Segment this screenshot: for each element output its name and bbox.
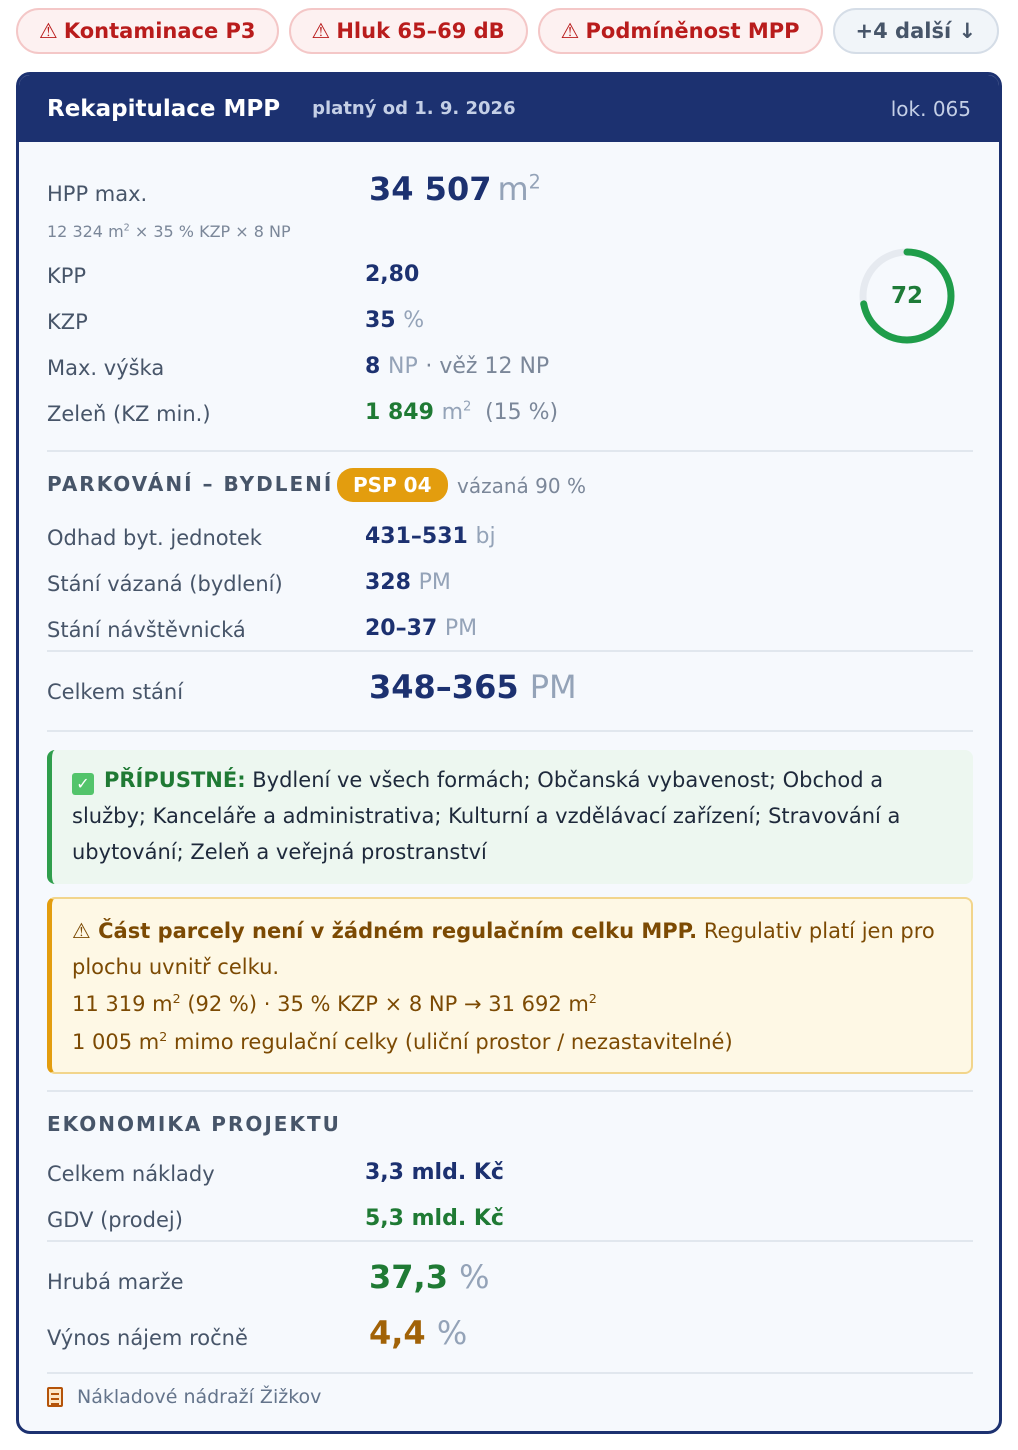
divider	[47, 730, 973, 732]
warning-outside: 1 005 $m^2$ mimo regulační celky (uliční prostor / nezastavitelné)	[72, 1029, 733, 1054]
divider	[47, 1240, 973, 1242]
locality-code: lok. 065	[890, 96, 971, 121]
kpp-value: 2,80	[365, 262, 420, 287]
divider	[47, 650, 973, 652]
height-value: 8 NP · věž 12 NP	[365, 354, 550, 379]
economics-section-title: EKONOMIKA PROJEKTU	[47, 1112, 341, 1136]
allowed-text: Bydlení ve všech formách; Občanská vybavenost; Obchod a služby; Kanceláře a administrativa; Kulturní a vzdělávací zařízení; Stravování a ubytování; Zeleň a veřejná prostranství	[72, 768, 901, 864]
check-icon: ✓	[72, 773, 94, 795]
kzp-label: KZP	[47, 310, 88, 334]
allowed-title: PŘÍPUSTNÉ:	[104, 768, 246, 792]
hpp-label: HPP max.	[47, 182, 148, 206]
margin-value: 37,3 %	[369, 1258, 490, 1296]
green-label: Zeleň (KZ min.)	[47, 402, 211, 426]
gdv-value: 5,3 mld. Kč	[365, 1206, 504, 1231]
parking-section-title: PARKOVÁNÍ – BYDLENÍ	[47, 472, 334, 496]
warning-icon: ⚠	[39, 19, 58, 43]
height-label: Max. výška	[47, 356, 165, 380]
chip-label: Hluk 65–69 dB	[336, 19, 505, 43]
bound-parking-value: 328 PM	[365, 570, 451, 595]
regulation-warning-box	[47, 897, 973, 1074]
margin-label: Hrubá marže	[47, 1270, 184, 1294]
total-parking-value: 348–365 PM	[369, 668, 577, 706]
chip-noise[interactable]	[289, 8, 528, 54]
clipboard-icon	[47, 1387, 63, 1407]
warning-text: Regulativ platí jen pro plochu uvnitř celku.	[72, 919, 935, 979]
score-value: 72	[890, 283, 923, 309]
psp-badge: PSP 04	[337, 468, 448, 502]
valid-from: platný od 1. 9. 2026	[312, 98, 516, 119]
yield-label: Výnos nájem ročně	[47, 1326, 248, 1350]
card-header	[19, 75, 999, 142]
chip-label: Kontaminace P3	[63, 19, 256, 43]
bound-parking-label: Stání vázaná (bydlení)	[47, 572, 283, 596]
card-title: Rekapitulace MPP	[47, 95, 281, 122]
project-footer	[47, 1386, 321, 1408]
allowed-uses-box	[47, 750, 973, 884]
chip-contamination[interactable]	[16, 8, 279, 54]
divider	[47, 1090, 973, 1092]
chip-label: Podmíněnost MPP	[585, 19, 800, 43]
warning-icon: ⚠	[560, 19, 580, 43]
yield-value: 4,4 %	[369, 1314, 468, 1352]
visitor-parking-value: 20–37 PM	[365, 616, 478, 641]
chip-conditionality[interactable]	[538, 8, 823, 54]
mpp-summary-card	[16, 72, 1002, 1434]
kpp-label: KPP	[47, 264, 87, 288]
warning-icon: ⚠	[311, 19, 331, 43]
visitor-parking-label: Stání návštěvnická	[47, 618, 246, 642]
warning-chips	[16, 8, 999, 54]
divider	[47, 1372, 973, 1374]
warning-icon: ⚠	[72, 919, 99, 943]
divider	[47, 450, 973, 452]
costs-label: Celkem náklady	[47, 1162, 215, 1186]
gdv-label: GDV (prodej)	[47, 1208, 183, 1232]
more-chips-button[interactable]: +4 další ↓	[833, 8, 1000, 54]
hpp-formula: 12 324 $m^2 \times 35$ % KZP × 8 NP	[47, 222, 291, 241]
warning-heading	[72, 913, 951, 985]
warning-calc: 11 319 $m^2$ (92 %) · 35 % KZP × 8 NP → 31 692 $m^2$	[72, 991, 597, 1016]
project-name: Nákladové nádraží Žižkov	[77, 1386, 322, 1408]
hpp-value: 34 507 $m^2$	[369, 170, 541, 208]
warning-title: Část parcely není v žádném regulačním celku MPP.	[98, 919, 698, 943]
green-value: 1 849 $m^2$ (15 %)	[365, 399, 559, 425]
units-label: Odhad byt. jednotek	[47, 526, 262, 550]
total-parking-label: Celkem stání	[47, 680, 184, 704]
kzp-value: 35 %	[365, 308, 425, 333]
costs-value: 3,3 mld. Kč	[365, 1160, 504, 1185]
psp-badge-note: vázaná 90 %	[457, 474, 586, 498]
units-value: 431–531 bj	[365, 524, 496, 549]
